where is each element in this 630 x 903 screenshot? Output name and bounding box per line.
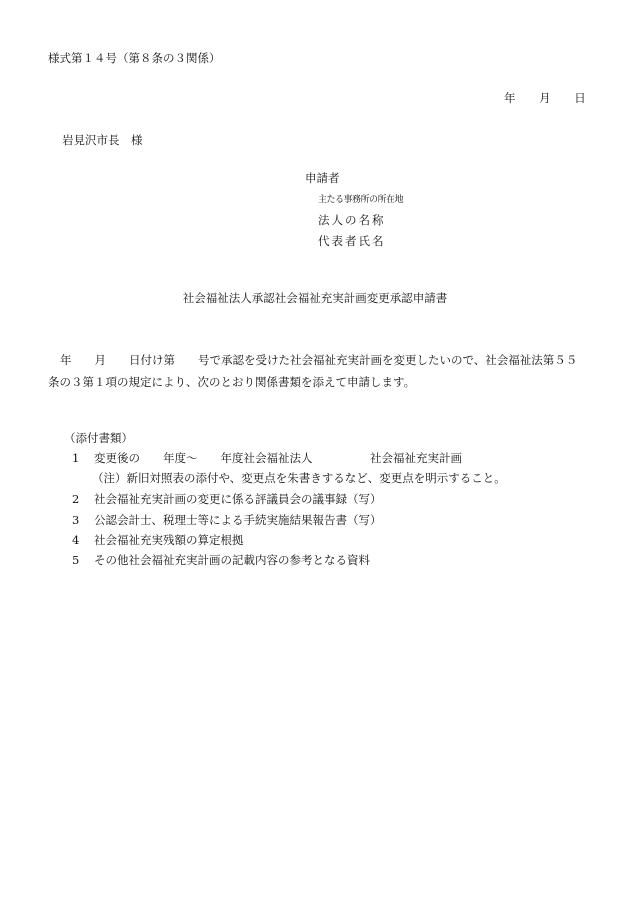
attachment-text: 公認会計士、税理士等による手続実施結果報告書（写）: [94, 513, 382, 527]
attachment-note: （注）新旧対照表の添付や、変更点を朱書きするなど、変更点を明示すること。: [92, 471, 506, 485]
form-number: 様式第１４号（第８条の３関係）: [48, 51, 221, 65]
office-location-label: 主たる事務所の所在地: [318, 195, 404, 205]
attachment-item: [72, 552, 370, 568]
attachment-text: 社会福祉充実計画の変更に係る評議員会の議事録（写）: [94, 492, 382, 506]
attachment-number: 3: [72, 513, 80, 527]
date-line: 年 月 日: [504, 91, 586, 105]
attachment-text: その他社会福祉充実計画の記載内容の参考となる資料: [94, 553, 370, 567]
attachment-text: 社会福祉充実残額の算定根拠: [94, 533, 244, 547]
attachment-item: [72, 450, 462, 466]
attachment-item: [72, 491, 382, 507]
attachment-number: 4: [72, 533, 80, 547]
attachment-item: [72, 512, 382, 528]
corporation-name-label: 法人の名称: [318, 213, 386, 227]
attachment-number: 5: [72, 553, 80, 567]
attachment-item: [72, 532, 244, 548]
application-body: 年 月 日付け第 号で承認を受けた社会福祉充実計画を変更したいので、社会福祉法第５５条の３第１項の規定により、次のとおり関係書類を添えて申請します。: [48, 353, 578, 389]
representative-name-label: 代表者氏名: [318, 234, 386, 248]
attachment-number: 1: [72, 451, 80, 465]
addressee: 岩見沢市長 様: [62, 133, 143, 147]
document-title: 社会福祉法人承認社会福祉充実計画変更承認申請書: [182, 291, 448, 305]
applicant-label: 申請者: [305, 171, 340, 185]
attachments-heading: （添付書類）: [64, 431, 133, 445]
attachment-number: 2: [72, 492, 80, 506]
attachment-text: 変更後の 年度〜 年度社会福祉法人 社会福祉充実計画: [94, 451, 462, 465]
